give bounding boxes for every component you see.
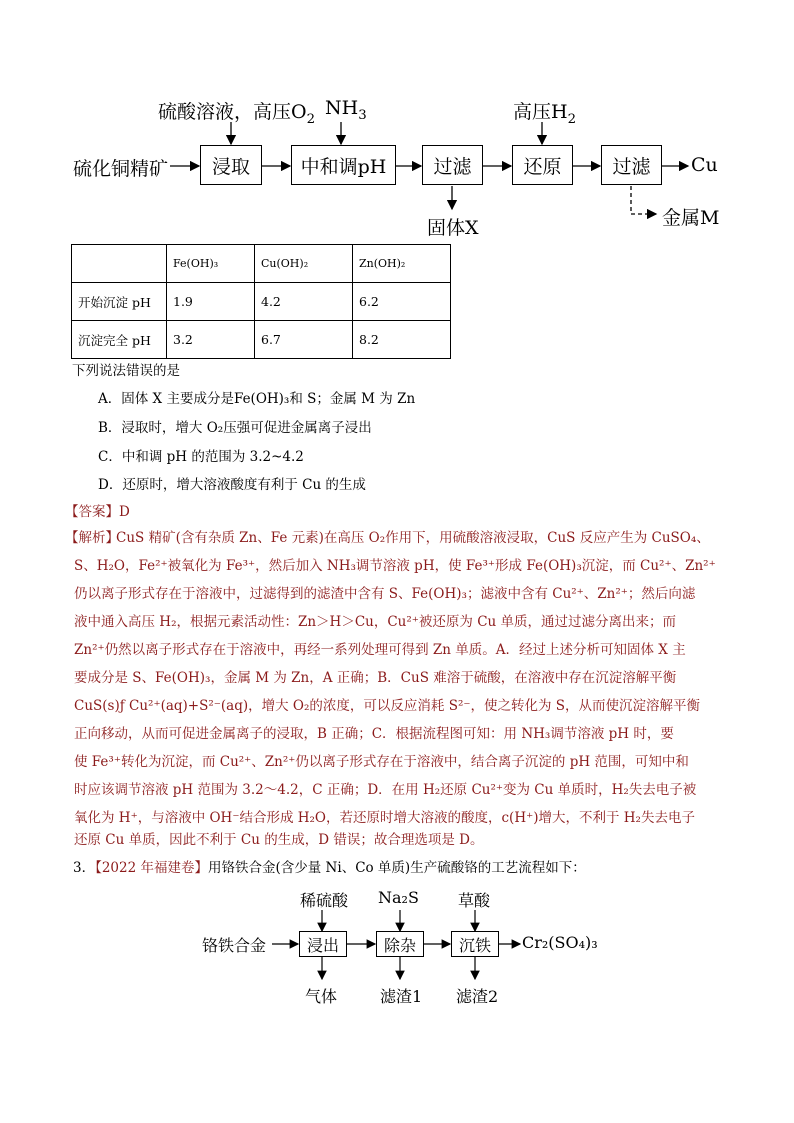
flow2-reagent-acid: 稀硫酸	[300, 891, 349, 910]
option-a: A．固体 X 主要成分是Fe(OH)₃和 S；金属 M 为 Zn	[98, 391, 416, 407]
flow1-reagent-acid: 硫酸溶液，高压$O_2$	[158, 101, 316, 127]
table-row	[72, 321, 451, 359]
q3-text: 用铬铁合金(含少量 Ni、Co 单质)生产硫酸铬的工艺流程如下：	[208, 860, 586, 876]
analysis-line-2: 仍以离子形式存在于溶液中，过滤得到的滤渣中含有 S、Fe(OH)₃；滤液中含有 Cu²⁺、Zn²⁺；然后向滤	[74, 586, 696, 602]
flow2-step-leach: 浸出	[299, 931, 347, 957]
flow1-solid-x: 固体X	[427, 217, 479, 239]
table-cell: 沉淀完全 pH	[72, 321, 167, 359]
flow1-step-filter-2: 过滤	[601, 145, 662, 185]
answer-value: D	[119, 504, 130, 520]
flow2-residue-1: 滤渣1	[380, 987, 423, 1006]
answer-line	[65, 502, 130, 522]
table-header: Fe(OH)₃	[167, 245, 255, 283]
analysis-line-1: S、H₂O，Fe²⁺被氧化为 Fe³⁺，然后加入 NH₃调节溶液 pH，使 Fe³⁺形成 Fe(OH)₃沉淀，而 Cu²⁺、Zn²⁺	[74, 558, 716, 574]
q3-source: 【2022 年福建卷】	[95, 860, 208, 876]
flow1-step-filter-1: 过滤	[422, 145, 483, 185]
flow1-reagent-nh3: $NH_3$	[325, 97, 367, 123]
table-row	[72, 245, 451, 283]
option-b: B．浸取时，增大 O₂压强可促进金属离子浸出	[98, 420, 372, 436]
analysis-line-9: 时应该调节溶液 pH 范围为 3.2～4.2，C 正确；D．在用 H₂还原 Cu²⁺变为 Cu 单质时，H₂失去电子被	[74, 782, 697, 798]
table-cell: 3.2	[167, 321, 255, 359]
option-c: C．中和调 pH 的范围为 3.2~4.2	[98, 449, 304, 465]
analysis-line-0: CuS 精矿(含有杂质 Zn、Fe 元素)在高压 O₂作用下，用硫酸溶液浸取，CuS 反应产生为 CuSO₄、	[116, 530, 710, 546]
question-3	[73, 858, 586, 878]
flow1-step-reduce: 还原	[512, 145, 573, 185]
analysis-line-7: 正向移动，从而可促进金属离子的浸取，B 正确；C．根据流程图可知：用 NH₃调节溶液 pH 时，要	[74, 726, 674, 742]
flow2-reagent-oxalic: 草酸	[458, 891, 491, 910]
flow2-step-precip-iron: 沉铁	[451, 931, 499, 957]
table-cell: 8.2	[353, 321, 451, 359]
flow1-step-neutralize: 中和调pH	[291, 145, 396, 185]
answer-label: 【答案】	[65, 504, 119, 520]
flow2-gas: 气体	[305, 987, 338, 1006]
analysis-line-6: CuS(s)ƒ Cu²⁺(aq)+S²⁻(aq)，增大 O₂的浓度，可以反应消耗 S²⁻，使之转化为 S，从而使沉淀溶解平衡	[74, 698, 701, 714]
table-cell: 开始沉淀 pH	[72, 283, 167, 321]
table-cell: 1.9	[167, 283, 255, 321]
flow1-input: 硫化铜精矿	[73, 158, 169, 180]
flow1-step-leach: 浸取	[200, 145, 262, 185]
flow2-residue-2: 滤渣2	[456, 987, 499, 1006]
table-cell: 6.7	[255, 321, 353, 359]
analysis-label: 【解析】	[65, 530, 119, 546]
flow2-step-purify: 除杂	[376, 931, 424, 957]
flow2-output: Cr₂(SO₄)₃	[522, 933, 598, 952]
analysis-line-11: 还原 Cu 单质，因此不利于 Cu 的生成，D 错误；故合理选项是 D。	[74, 832, 484, 848]
flow1-output: Cu	[691, 154, 718, 176]
table-cell	[72, 245, 167, 283]
analysis-line-4: Zn²⁺仍然以离子形式存在于溶液中，再经一系列处理可得到 Zn 单质。A．经过上述分析可知固体 X 主	[74, 642, 686, 658]
option-d: D．还原时，增大溶液酸度有利于 Cu 的生成	[98, 477, 366, 493]
flow2-reagent-na2s: Na₂S	[378, 888, 419, 907]
analysis-line-3: 液中通入高压 H₂，根据元素活动性：Zn＞H＞Cu，Cu²⁺被还原为 Cu 单质，通过过滤分离出来；而	[74, 614, 677, 630]
table-cell: 6.2	[353, 283, 451, 321]
flow1-metal-m: 金属M	[662, 207, 720, 229]
q3-number: 3．	[73, 860, 96, 876]
table-cell: 4.2	[255, 283, 353, 321]
flow2-input: 铬铁合金	[202, 936, 267, 955]
table-row	[72, 283, 451, 321]
analysis-line-8: 使 Fe³⁺转化为沉淀，而 Cu²⁺、Zn²⁺仍以离子形式存在于溶液中，结合离子沉淀的 pH 范围，可知中和	[74, 754, 689, 770]
flow1-reagent-h2: 高压$H_2$	[513, 101, 577, 127]
analysis-line-5: 要成分是 S、Fe(OH)₃，金属 M 为 Zn，A 正确；B．CuS 难溶于硫酸，在溶液中存在沉淀溶解平衡	[74, 670, 677, 686]
question-stem: 下列说法错误的是	[72, 363, 180, 379]
ph-table	[71, 244, 451, 359]
table-header: Zn(OH)₂	[353, 245, 451, 283]
table-header: Cu(OH)₂	[255, 245, 353, 283]
analysis-line-10: 氧化为 H⁺，与溶液中 OH⁻结合形成 H₂O，若还原时增大溶液的酸度，c(H⁺)增大，不利于 H₂失去电子	[74, 810, 695, 826]
